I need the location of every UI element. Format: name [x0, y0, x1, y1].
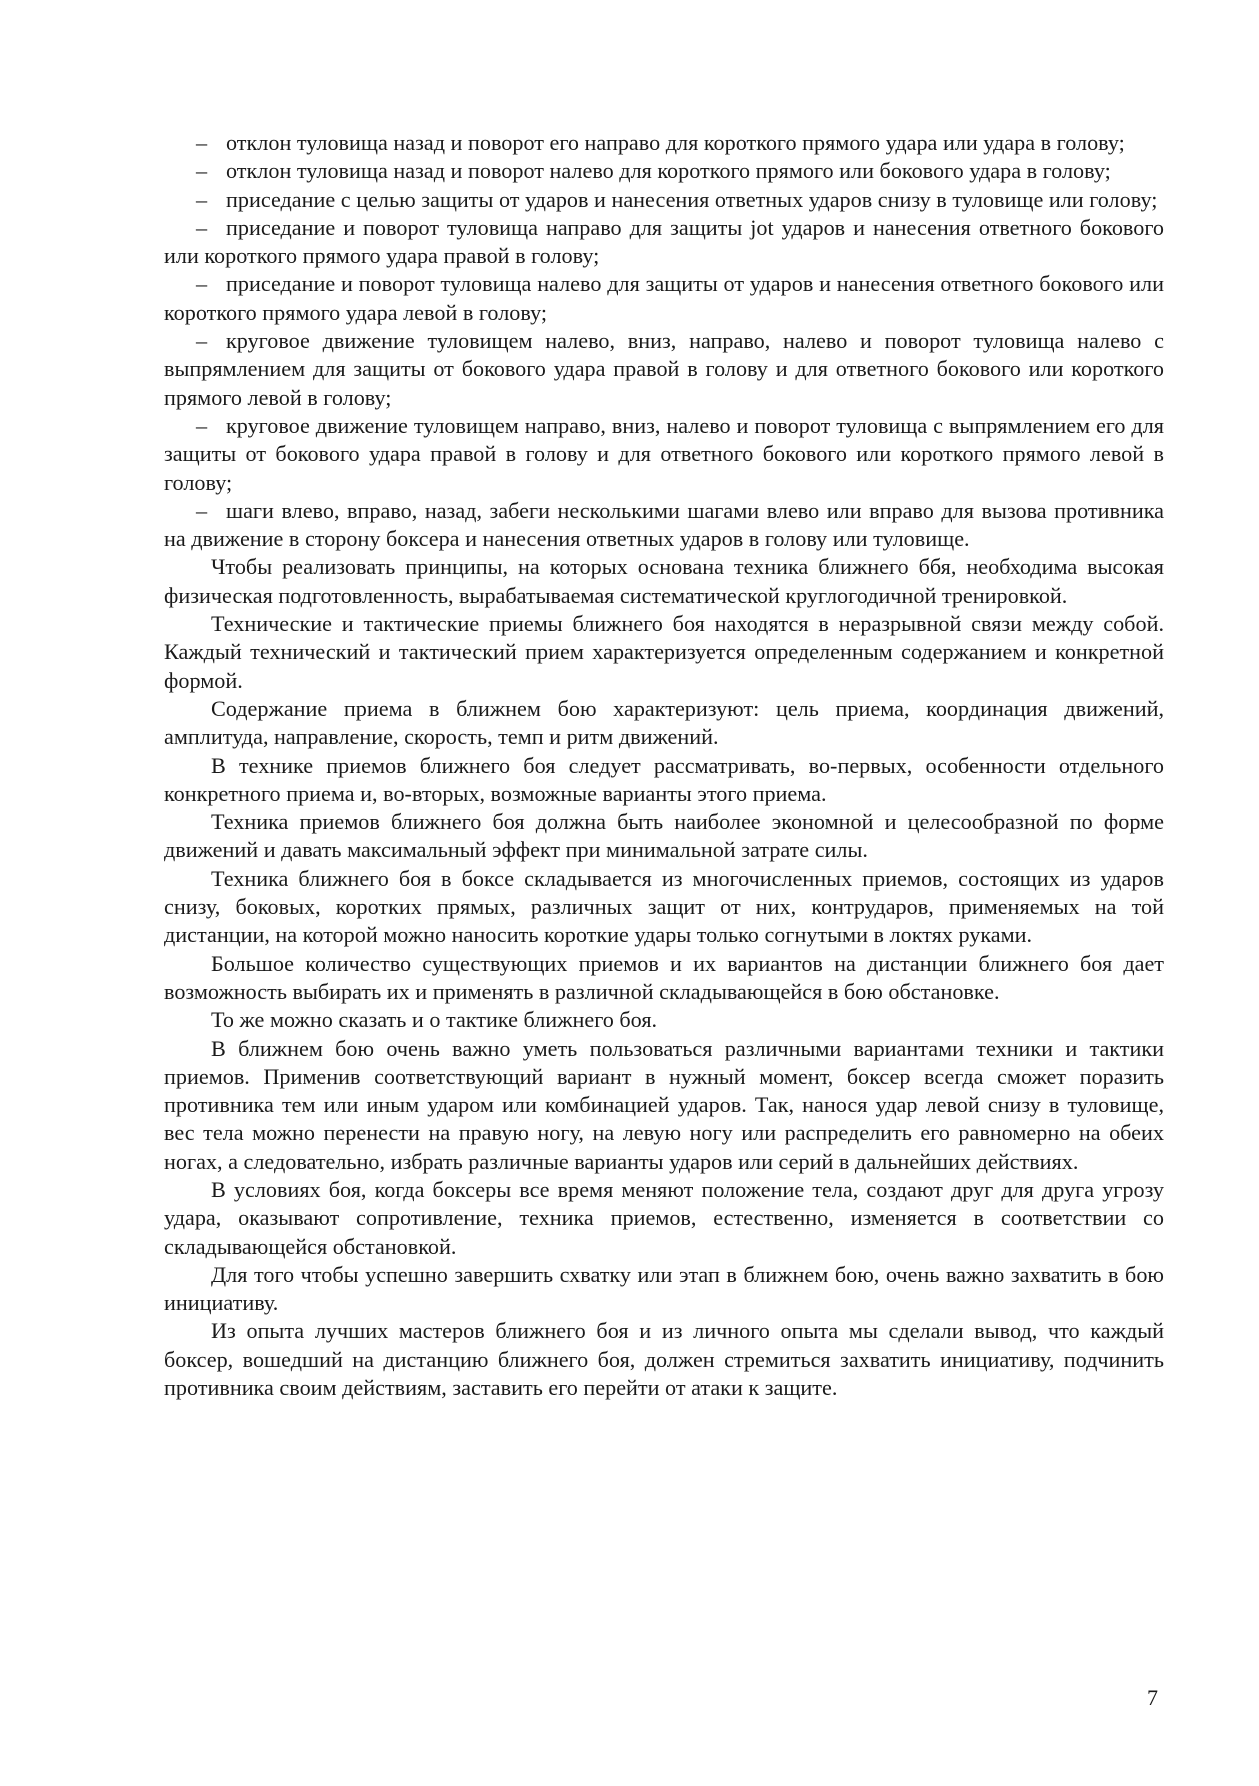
bullet-item: [164, 327, 1164, 412]
bullet-dash: –: [196, 271, 208, 297]
paragraph: В технике приемов ближнего боя следует рассматривать, во-первых, особенности отдельного конкретного приема и, во-вторых, возможные варианты этого приема.: [164, 752, 1164, 806]
paragraph: Техника приемов ближнего боя должна быть наиболее экономной и целесообразной по форме движений и давать максимальный эффект при минимальной затрате силы.: [164, 809, 1164, 863]
bullet-item: [164, 497, 1164, 554]
bullet-dash: –: [196, 412, 208, 438]
page-body: [164, 129, 1164, 1402]
bullet-item: [164, 270, 1164, 327]
bullet-item: [164, 157, 1164, 185]
bullet-dash: –: [196, 328, 208, 354]
paragraph: В условиях боя, когда боксеры все время меняют положение тела, создают друг для друга угрозу удара, оказывают сопротивление, техника приемов, естественно, изменяется в соответствии со складывающейся обстановкой.: [164, 1176, 1164, 1259]
bullet-item: [164, 186, 1164, 214]
paragraph: Большое количество существующих приемов и их вариантов на дистанции ближнего боя дает возможность выбирать их и применять в различной складывающейся в бою обстановке.: [164, 950, 1164, 1004]
bullet-item: [164, 129, 1164, 157]
bullet-text: шаги влево, вправо, назад, забеги несколькими шагами влево или вправо для вызова противника на движение в сторону боксера и нанесения ответных ударов в голову или туловище.: [164, 497, 1164, 552]
paragraph: Для того чтобы успешно завершить схватку или этап в ближнем бою, очень важно захватить в бою инициативу.: [164, 1261, 1164, 1316]
paragraph: То же можно сказать и о тактике ближнего боя.: [211, 1007, 658, 1033]
bullet-text: приседание и поворот туловища направо для защиты jot ударов и нанесения ответного бокового или короткого прямого удара правой в голову;: [164, 214, 1164, 269]
page-number: 7: [1147, 1685, 1158, 1710]
paragraph: Из опыта лучших мастеров ближнего боя и из личного опыта мы сделали вывод, что каждый боксер, вошедший на дистанцию ближнего боя, должен стремиться захватить инициативу, подчинить противника своим действиям, заставить его перейти от атаки к защите.: [164, 1318, 1164, 1401]
bullet-text: приседание с целью защиты от ударов и нанесения ответных ударов снизу в туловище или голову;: [226, 186, 1158, 212]
paragraph: Технические и тактические приемы ближнего боя находятся в неразрывной связи между собой. Каждый технический и тактический прием характеризуется определенным содержанием и конкретной формой.: [164, 611, 1164, 693]
paragraph: В ближнем бою очень важно уметь пользоваться различными вариантами техники и тактики приемов. Применив соответствующий вариант в нужный момент, боксер всегда сможет поразить противника тем или иным ударом или комбинацией ударов. Так, нанося удар левой снизу в туловище, вес тела можно перенести на правую ногу, на левую ногу или распределить его равномерно на обеих ногах, а следовательно, избрать различные варианты ударов или серий в дальнейших действиях.: [164, 1035, 1164, 1174]
bullet-dash: –: [196, 214, 208, 240]
bullet-dash: –: [196, 497, 208, 523]
bullet-text: отклон туловища назад и поворот налево для короткого прямого или бокового удара в голову;: [226, 158, 1111, 184]
paragraph: Техника ближнего боя в боксе складывается из многочисленных приемов, состоящих из ударов снизу, боковых, коротких прямых, различных защит от них, контрударов, применяемых на той дистанции, на которой можно наносить короткие удары только согнутыми в локтях руками.: [164, 865, 1164, 948]
bullet-text: круговое движение туловищем направо, вниз, налево и поворот туловища с выпрямлением его для защиты от бокового удара правой в голову и для ответного бокового или короткого прямого левой в голову;: [164, 412, 1164, 495]
bullet-text: круговое движение туловищем налево, вниз, направо, налево и поворот туловища налево с выпрямлением для защиты от бокового удара правой в голову и для ответного бокового или короткого прямого левой в голову;: [164, 328, 1164, 410]
paragraph: Чтобы реализовать принципы, на которых основана техника ближнего ббя, необходима высокая физическая подготовленность, вырабатываемая систематической круглогодичной тренировкой.: [164, 554, 1164, 608]
bullet-text: приседание и поворот туловища налево для защиты от ударов и нанесения ответного бокового или короткого прямого удара левой в голову;: [164, 271, 1164, 325]
bullet-text: отклон туловища назад и поворот его направо для короткого прямого удара или удара в голову;: [226, 130, 1125, 155]
bullet-dash: –: [196, 130, 208, 155]
bullet-list: [164, 129, 1164, 553]
bullet-dash: –: [196, 186, 208, 212]
bullet-item: [164, 214, 1164, 271]
bullet-dash: –: [196, 158, 208, 184]
bullet-item: [164, 412, 1164, 497]
paragraph: Содержание приема в ближнем бою характеризуют: цель приема, координация движений, амплитуда, направление, скорость, темп и ритм движений.: [164, 695, 1164, 750]
